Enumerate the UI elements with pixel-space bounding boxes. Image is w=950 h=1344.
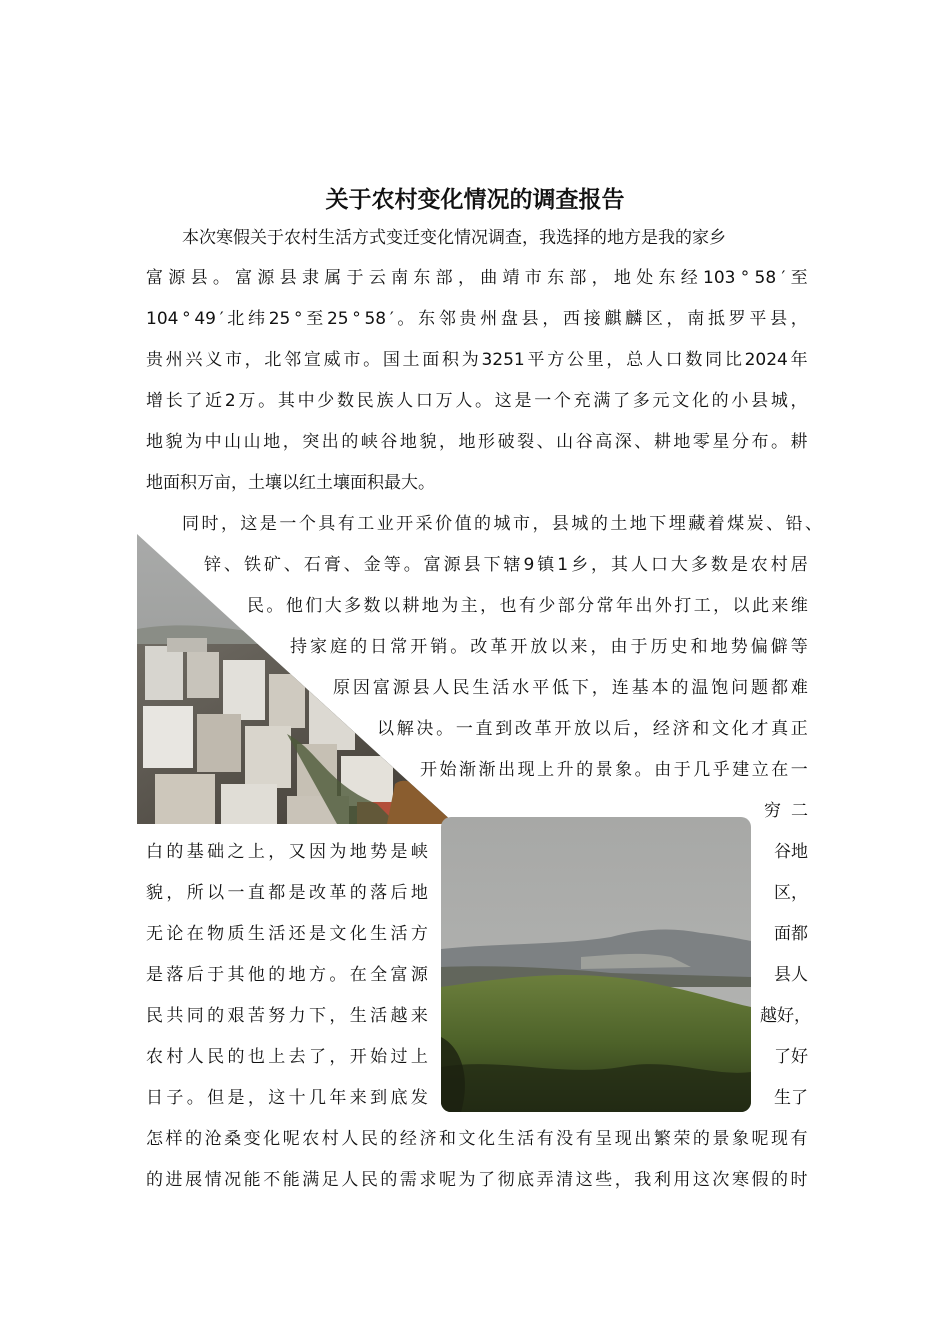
paragraph-1-line-7: 地面积万亩，土壤以红土壤面积最大。 — [146, 473, 435, 493]
landscape-photo — [441, 817, 751, 1112]
split-line-6-left: 农 村 人 民 的 也 上 去 了 ， 开 始 过 上 — [146, 1047, 428, 1067]
paragraph-2-line-3: 民 。 他 们 大 多 数 以 耕 地 为 主 ， 也 有 少 部 分 常 年 出 外 打 工 ， 以 此 来 维 — [247, 596, 808, 616]
split-line-6-right: 了好 — [774, 1047, 808, 1067]
split-line-2-left: 貌 ， 所 以 一 直 都 是 改 革 的 落 后 地 — [146, 883, 428, 903]
paragraph-1-line-4: 贵 州 兴 义 市 ， 北 邻 宣 威 市 。 国 土 面 积 为 3251 平 方 公 里 ， 总 人 口 数 同 比 2024 年 — [146, 350, 808, 370]
paragraph-1-line-3: 104 ° 49 ′ 北 纬 25 ° 至 25 ° 58 ′ 。 东 邻 贵 州 盘 县 ， 西 接 麒 麟 区 ， 南 抵 罗 平 县 ， — [146, 309, 808, 329]
split-line-4-left: 是 落 后 于 其 他 的 地 方 。 在 全 富 源 — [146, 965, 428, 985]
paragraph-2-line-8: 穷 二 — [764, 801, 808, 821]
paragraph-2-line-5: 原 因 富 源 县 人 民 生 活 水 平 低 下 ， 连 基 本 的 温 饱 问 题 都 难 — [333, 678, 808, 698]
paragraph-2-line-2: 锌 、 铁 矿 、 石 膏 、 金 等 。 富 源 县 下 辖 9 镇 1 乡 ， 其 人 口 大 多 数 是 农 村 居 — [204, 555, 808, 575]
page-title: 关于农村变化情况的调查报告 — [325, 186, 625, 213]
paragraph-2-line-4: 持 家 庭 的 日 常 开 销 。 改 革 开 放 以 来 ， 由 于 历 史 和 地 势 偏 僻 等 — [290, 637, 808, 657]
split-line-7-right: 生了 — [774, 1088, 808, 1108]
paragraph-2-bottom-line-2: 的 进 展 情 况 能 不 能 满 足 人 民 的 需 求 呢 为 了 彻 底 弄 清 这 些 ， 我 利 用 这 次 寒 假 的 时 — [146, 1170, 808, 1190]
split-line-1-right: 谷地 — [774, 842, 808, 862]
paragraph-1-line-1: 本次寒假关于农村生活方式变迁变化情况调查，我选择的地方是我的家乡 — [182, 228, 726, 248]
split-line-2-right: 区， — [774, 883, 808, 903]
city-photo — [137, 534, 455, 824]
paragraph-2-bottom-line-1: 怎 样 的 沧 桑 变 化 呢 农 村 人 民 的 经 济 和 文 化 生 活 有 没 有 呈 现 出 繁 荣 的 景 象 呢 现 有 — [146, 1129, 808, 1149]
split-line-1-left: 白 的 基 础 之 上 ， 又 因 为 地 势 是 峡 — [146, 842, 428, 862]
paragraph-1-line-2: 富 源 县 。 富 源 县 隶 属 于 云 南 东 部 ， 曲 靖 市 东 部 ， 地 处 东 经 103 ° 58 ′ 至 — [146, 268, 808, 288]
split-line-3-right: 面都 — [774, 924, 808, 944]
split-line-5-left: 民 共 同 的 艰 苦 努 力 下 ， 生 活 越 来 — [146, 1006, 428, 1026]
split-line-7-left: 日 子 。 但 是 ， 这 十 几 年 来 到 底 发 — [146, 1088, 428, 1108]
paragraph-2-line-6: 以 解 决 。 一 直 到 改 革 开 放 以 后 ， 经 济 和 文 化 才 真 正 — [377, 719, 808, 739]
paragraph-2-line-7: 开 始 渐 渐 出 现 上 升 的 景 象 。 由 于 几 乎 建 立 在 一 — [420, 760, 808, 780]
split-line-3-left: 无 论 在 物 质 生 活 还 是 文 化 生 活 方 — [146, 924, 428, 944]
paragraph-1-line-6: 地 貌 为 中 山 山 地 ， 突 出 的 峡 谷 地 貌 ， 地 形 破 裂 、 山 谷 高 深 、 耕 地 零 星 分 布 。 耕 — [146, 432, 808, 452]
paragraph-1-line-5: 增 长 了 近 2 万 。 其 中 少 数 民 族 人 口 万 人 。 这 是 一 个 充 满 了 多 元 文 化 的 小 县 城 ， — [146, 391, 808, 411]
paragraph-2-line-1: 同 时 ， 这 是 一 个 具 有 工 业 开 采 价 值 的 城 市 ， 县 城 的 土 地 下 埋 藏 着 煤 炭 、 铅 、 — [182, 514, 822, 534]
split-line-5-right: 越好， — [760, 1006, 811, 1026]
split-line-4-right: 县人 — [774, 965, 808, 985]
